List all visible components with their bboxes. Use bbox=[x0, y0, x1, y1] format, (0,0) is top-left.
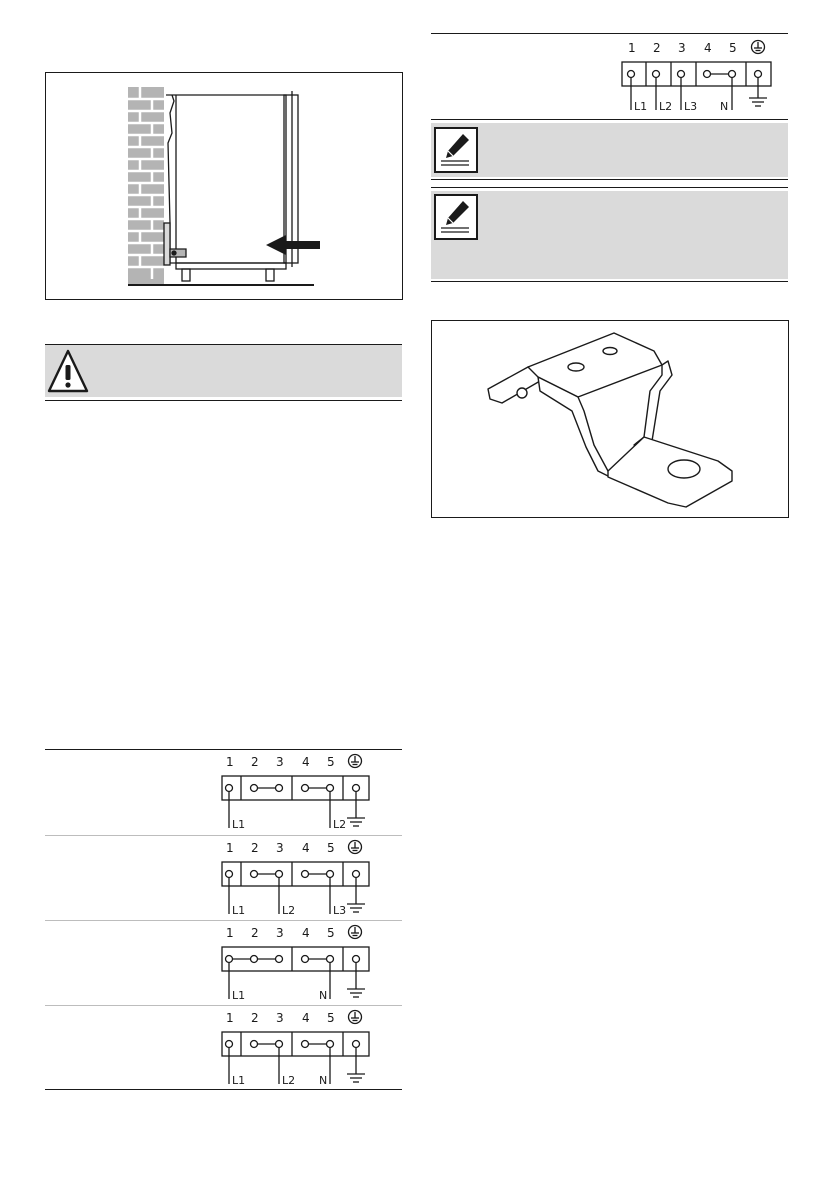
svg-text:L1: L1 bbox=[634, 100, 648, 113]
terminal-svg-4 bbox=[220, 1006, 388, 1091]
terminal-block-diagram bbox=[220, 836, 388, 921]
terminal-svg-2 bbox=[220, 836, 388, 921]
svg-text:L3: L3 bbox=[684, 100, 698, 113]
svg-text:N: N bbox=[720, 100, 729, 113]
svg-text:L1: L1 bbox=[232, 904, 246, 917]
earth-ground-icon bbox=[349, 926, 362, 939]
svg-text:1: 1 bbox=[226, 926, 234, 940]
svg-text:5: 5 bbox=[327, 1011, 335, 1025]
note-pencil-icon bbox=[433, 193, 479, 241]
svg-text:3: 3 bbox=[276, 1011, 284, 1025]
wall-bracket bbox=[164, 223, 186, 265]
svg-text:L1: L1 bbox=[232, 818, 246, 831]
note-pencil-icon bbox=[433, 126, 479, 174]
svg-text:2: 2 bbox=[251, 1011, 259, 1025]
terminal-block-diagram bbox=[220, 1006, 388, 1091]
svg-text:5: 5 bbox=[327, 841, 335, 855]
note-band-1 bbox=[431, 123, 788, 177]
earth-ground-icon bbox=[752, 41, 765, 54]
push-arrow-icon bbox=[266, 235, 320, 255]
svg-text:N: N bbox=[319, 1074, 328, 1087]
svg-text:5: 5 bbox=[327, 926, 335, 940]
svg-text:4: 4 bbox=[302, 926, 310, 940]
svg-text:4: 4 bbox=[302, 841, 310, 855]
svg-text:5: 5 bbox=[729, 41, 737, 55]
appliance-wall-illustration bbox=[45, 72, 403, 300]
svg-text:4: 4 bbox=[302, 1011, 310, 1025]
warning-triangle-icon bbox=[46, 348, 90, 394]
earth-ground-icon bbox=[349, 1011, 362, 1024]
svg-text:4: 4 bbox=[704, 41, 712, 55]
svg-text:3: 3 bbox=[276, 926, 284, 940]
anti-tilt-bracket-illustration bbox=[431, 320, 789, 518]
svg-text:L2: L2 bbox=[282, 1074, 296, 1087]
svg-text:L2: L2 bbox=[282, 904, 296, 917]
connection-row-3 bbox=[45, 921, 402, 1006]
svg-text:N: N bbox=[319, 989, 328, 1002]
earth-ground-icon bbox=[349, 841, 362, 854]
connection-row-1 bbox=[45, 750, 402, 835]
svg-text:L2: L2 bbox=[333, 818, 347, 831]
svg-text:1: 1 bbox=[226, 841, 234, 855]
connection-row-2 bbox=[45, 836, 402, 921]
svg-text:2: 2 bbox=[251, 755, 259, 769]
earth-ground-icon bbox=[349, 755, 362, 768]
terminal-block-diagram-top bbox=[618, 34, 786, 119]
svg-text:1: 1 bbox=[226, 755, 234, 769]
svg-text:L1: L1 bbox=[232, 1074, 246, 1087]
svg-text:2: 2 bbox=[251, 841, 259, 855]
svg-text:1: 1 bbox=[628, 41, 636, 55]
svg-text:2: 2 bbox=[653, 41, 661, 55]
terminal-svg-3 bbox=[220, 921, 388, 1006]
warning-band bbox=[45, 345, 402, 397]
terminal-block-diagram bbox=[220, 921, 388, 1006]
svg-text:5: 5 bbox=[327, 755, 335, 769]
svg-text:L3: L3 bbox=[333, 904, 347, 917]
svg-text:1: 1 bbox=[226, 1011, 234, 1025]
terminal-svg-1 bbox=[220, 750, 388, 835]
svg-text:3: 3 bbox=[276, 755, 284, 769]
svg-text:3: 3 bbox=[276, 841, 284, 855]
svg-text:L1: L1 bbox=[232, 989, 246, 1002]
svg-text:3: 3 bbox=[678, 41, 686, 55]
svg-text:4: 4 bbox=[302, 755, 310, 769]
note-band-2 bbox=[431, 191, 788, 279]
svg-text:L2: L2 bbox=[659, 100, 673, 113]
connection-row-4 bbox=[45, 1006, 402, 1091]
terminal-block-diagram bbox=[220, 750, 388, 835]
svg-text:2: 2 bbox=[251, 926, 259, 940]
